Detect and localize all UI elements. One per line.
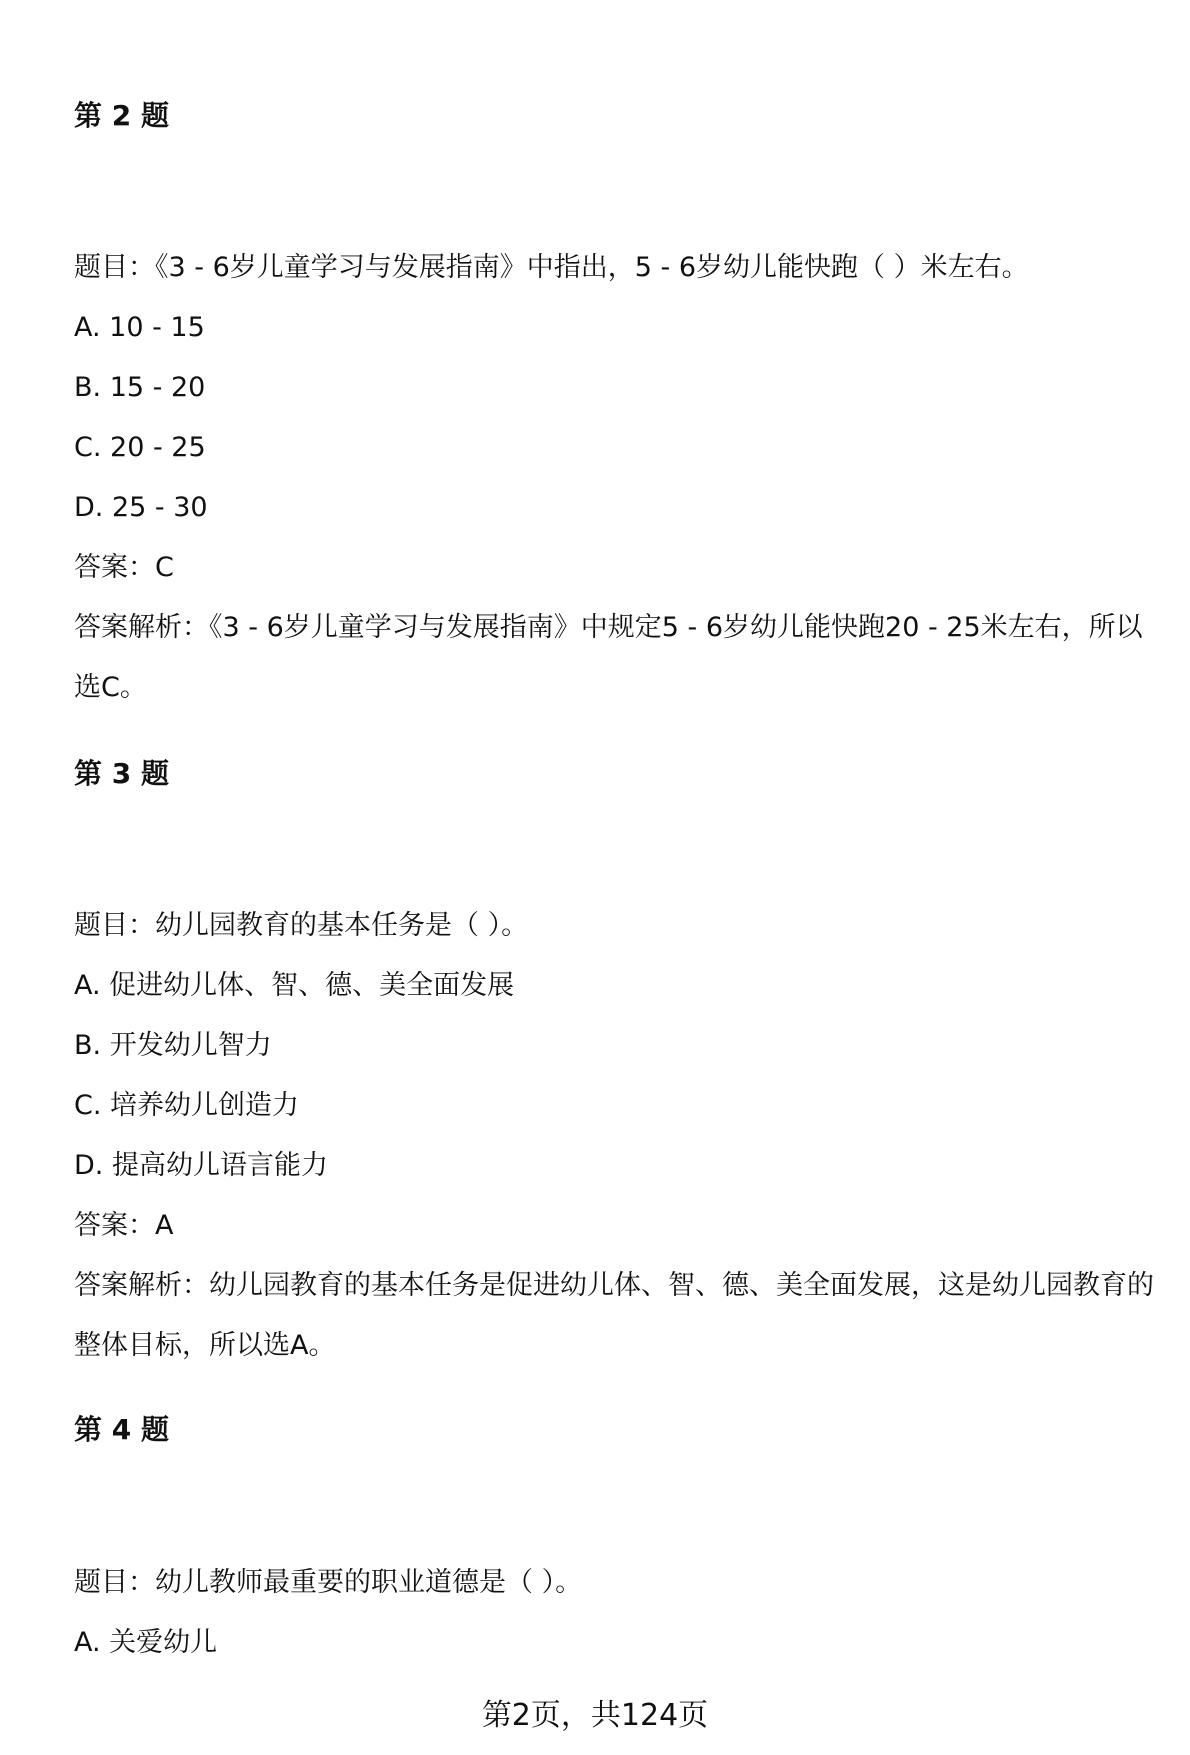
option-a: A. 关爱幼儿	[74, 1627, 218, 1658]
question-block	[74, 1553, 1154, 1673]
option-b: B. 开发幼儿智力	[74, 1030, 272, 1061]
option-d: D. 提高幼儿语言能力	[74, 1150, 328, 1181]
option-a: A. 10 - 15	[74, 312, 205, 343]
question-heading: 第 3 题	[74, 757, 169, 790]
question-heading: 第 4 题	[74, 1413, 169, 1446]
answer-analysis: 答案解析：《3 - 6岁儿童学习与发展指南》中规定5 - 6岁幼儿能快跑20 - 25米左右，所以选C。	[74, 612, 1143, 703]
option-d: D. 25 - 30	[74, 492, 208, 523]
page-indicator: 第2页，共124页	[481, 1698, 709, 1733]
option-b: B. 15 - 20	[74, 372, 206, 403]
option-a: A. 促进幼儿体、智、德、美全面发展	[74, 970, 515, 1001]
question-block	[74, 238, 1154, 718]
option-c: C. 20 - 25	[74, 432, 206, 463]
answer-analysis: 答案解析：幼儿园教育的基本任务是促进幼儿体、智、德、美全面发展，这是幼儿园教育的整体目标，所以选A。	[74, 1270, 1154, 1361]
question-stem: 题目：幼儿园教育的基本任务是（ ）。	[74, 910, 529, 941]
question-heading: 第 2 题	[74, 99, 169, 132]
question-stem: 题目：《3 - 6岁儿童学习与发展指南》中指出，5 - 6岁幼儿能快跑（ ）米左右。	[74, 252, 1029, 283]
option-c: C. 培养幼儿创造力	[74, 1090, 300, 1121]
question-block	[74, 896, 1154, 1376]
question-stem: 题目：幼儿教师最重要的职业道德是（ ）。	[74, 1567, 583, 1598]
answer: 答案：C	[74, 552, 174, 583]
answer: 答案：A	[74, 1210, 174, 1241]
